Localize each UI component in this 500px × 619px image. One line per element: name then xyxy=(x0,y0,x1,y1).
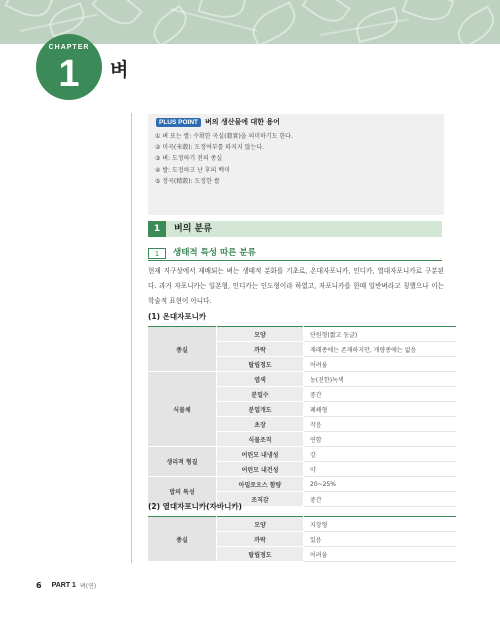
table-attribute-cell: 까락 xyxy=(217,342,304,357)
table-attribute-cell: 조직감 xyxy=(217,492,304,507)
table-attribute-cell: 어린모 내냉성 xyxy=(217,447,304,462)
table-tropical-japonica xyxy=(148,516,456,562)
page-number: 6 xyxy=(36,581,42,590)
margin-rule xyxy=(131,113,132,563)
plus-point-badge: PLUS POINT xyxy=(156,118,201,127)
chapter-label: CHAPTER xyxy=(48,44,90,51)
part-title: 벼(연) xyxy=(79,583,97,590)
section-title: 벼의 분류 xyxy=(174,224,212,234)
table2-heading: (2) 열대자포니카(자바니카) xyxy=(148,502,242,511)
table-attribute-cell: 식물조직 xyxy=(217,432,304,447)
table-row xyxy=(148,327,456,342)
table-value-cell: 단원형(짧고 둥글) xyxy=(304,327,457,342)
table-value-cell: 연함 xyxy=(304,432,457,447)
table-category-cell: 식물체 xyxy=(148,372,217,447)
table-attribute-cell: 탈립정도 xyxy=(217,357,304,372)
plus-point-item: ⑤ 정곡(精穀): 도정한 쌀 xyxy=(155,177,220,185)
plus-point-item: ③ 벼: 도정하기 전의 종실 xyxy=(155,155,223,163)
plus-point-item: ② 미곡(米穀): 도정여부를 따지지 않는다. xyxy=(155,144,264,152)
table-temperate-japonica xyxy=(148,326,456,507)
table-value-cell: 재래종에는 존재하지만, 개량종에는 없음 xyxy=(304,342,457,357)
chapter-number: 1 xyxy=(58,53,80,95)
plus-point-box xyxy=(148,114,444,215)
plus-point-title: 벼의 생산물에 대한 용어 xyxy=(205,118,280,126)
table1-heading: (1) 온대자포니카 xyxy=(148,312,207,321)
table-value-cell: 지장형 xyxy=(304,517,457,532)
plus-point-item: ① 벼 또는 쌀: 수확한 곡실(穀實)을 의미하기도 한다. xyxy=(155,133,293,140)
table-attribute-cell: 분얼개도 xyxy=(217,402,304,417)
body-paragraph: 현재 지구상에서 재배되는 벼는 생태적 분화를 기초로, 온대자포니카, 인디카, 열대자포니카로 구분된다. 과거 자포니카는 일본형, 인디카는 인도형이라 하였고, 자포니카를 한때 일반벼라고 칭했으나 이는 학술적 표현이 아니다. xyxy=(148,267,444,305)
table-row xyxy=(148,447,456,462)
table-value-cell: 약 xyxy=(304,462,457,477)
table-category-cell: 종실 xyxy=(148,327,217,372)
chapter-title: 벼 xyxy=(110,59,129,81)
table-value-cell: 작음 xyxy=(304,417,457,432)
table-value-cell: 어려움 xyxy=(304,357,457,372)
table-attribute-cell: 분얼수 xyxy=(217,387,304,402)
subsection-title: 생태적 특성 따른 분류 xyxy=(173,248,256,258)
table-attribute-cell: 탈립정도 xyxy=(217,547,304,562)
table-value-cell: 있음 xyxy=(304,532,457,547)
section-number: 1 xyxy=(148,221,166,237)
chapter-badge xyxy=(36,34,102,100)
subsection-rule xyxy=(148,260,442,261)
table-row xyxy=(148,477,456,492)
page-footer xyxy=(36,581,96,590)
table-row xyxy=(148,372,456,387)
table-attribute-cell: 모양 xyxy=(217,327,304,342)
subsection-number: 1 xyxy=(148,248,166,259)
table-category-cell: 생리적 형질 xyxy=(148,447,217,477)
table-category-cell: 종실 xyxy=(148,517,217,562)
table-value-cell: 강 xyxy=(304,447,457,462)
section-heading xyxy=(148,221,442,237)
table-attribute-cell: 아밀로오스 함량 xyxy=(217,477,304,492)
table-row xyxy=(148,517,456,532)
table-attribute-cell: 어린모 내건성 xyxy=(217,462,304,477)
table-value-cell: 어려움 xyxy=(304,547,457,562)
plus-point-item: ④ 쌀: 도정하고 난 후의 백미 xyxy=(155,166,230,174)
table-category-cell: 밥의 특성 xyxy=(148,477,217,507)
table-value-cell: 중간 xyxy=(304,387,457,402)
table-value-cell: 중간 xyxy=(304,492,457,507)
table-attribute-cell: 까락 xyxy=(217,532,304,547)
table-value-cell: 20~25% xyxy=(304,477,457,492)
part-label: PART 1 xyxy=(51,582,76,589)
table-attribute-cell: 초장 xyxy=(217,417,304,432)
table-attribute-cell: 모양 xyxy=(217,517,304,532)
table-value-cell: 농(진한)녹색 xyxy=(304,372,457,387)
table-value-cell: 폐쇄형 xyxy=(304,402,457,417)
table-attribute-cell: 엽색 xyxy=(217,372,304,387)
